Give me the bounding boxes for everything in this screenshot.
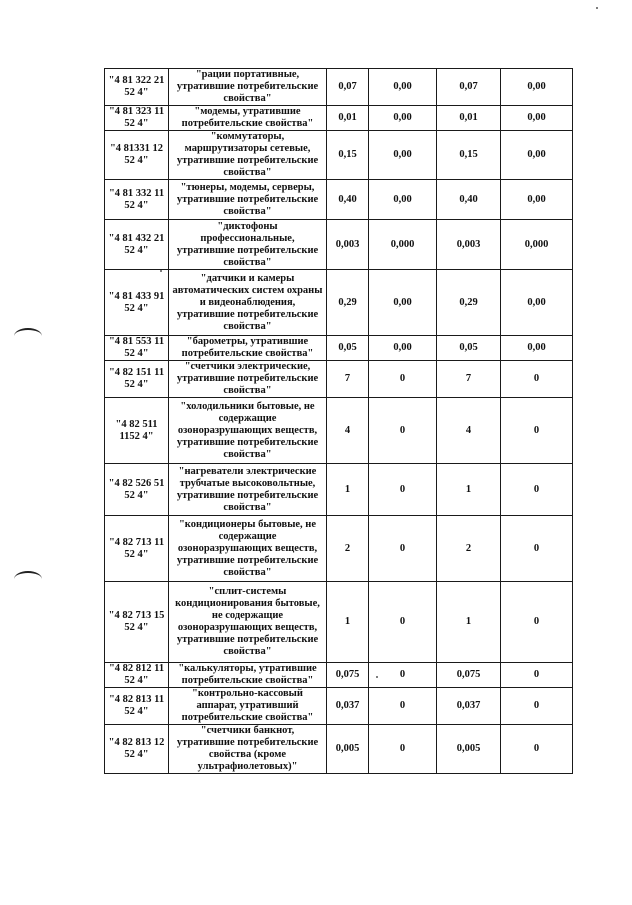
value-col-3-cell: 0,05 [437,336,501,361]
value-col-4-cell: 0 [501,725,573,774]
table-row [105,270,573,336]
table-row [105,464,573,516]
value-col-4-cell: 0,00 [501,69,573,106]
waste-code-cell: "4 81 323 11 52 4" [105,106,169,131]
value-col-1-cell: 2 [327,516,369,582]
waste-description-cell: "барометры, утратившие потребительские свойства" [169,336,327,361]
value-col-3-cell: 0,003 [437,220,501,270]
table-row [105,582,573,663]
waste-code-cell: "4 82 812 11 52 4" [105,663,169,688]
table-row [105,336,573,361]
value-col-2-cell: 0 [369,688,437,725]
value-col-4-cell: 0,00 [501,270,573,336]
value-col-3-cell: 7 [437,361,501,398]
waste-table [104,68,573,774]
value-col-1-cell: 0,003 [327,220,369,270]
value-col-3-cell: 0,29 [437,270,501,336]
waste-description-cell: "тюнеры, модемы, серверы, утратившие потребительские свойства" [169,180,327,220]
scan-speck [596,7,598,9]
value-col-4-cell: 0 [501,688,573,725]
value-col-2-cell: 0 [369,582,437,663]
waste-description-cell: "калькуляторы, утратившие потребительские свойства" [169,663,327,688]
waste-code-cell: "4 81 433 91 52 4" [105,270,169,336]
waste-code-cell: "4 82 526 51 52 4" [105,464,169,516]
value-col-3-cell: 2 [437,516,501,582]
waste-code-cell: "4 81331 12 52 4" [105,131,169,180]
value-col-1-cell: 0,01 [327,106,369,131]
waste-description-cell: "кондиционеры бытовые, не содержащие озоноразрушающих веществ, утратившие потребительские свойства" [169,516,327,582]
value-col-1-cell: 1 [327,582,369,663]
value-col-2-cell: 0 [369,464,437,516]
value-col-2-cell: 0 [369,516,437,582]
value-col-4-cell: 0,00 [501,131,573,180]
table-row [105,220,573,270]
waste-code-cell: "4 82 813 11 52 4" [105,688,169,725]
waste-description-cell: "контрольно-кассовый аппарат, утративший потребительские свойства" [169,688,327,725]
table-row [105,398,573,464]
punch-hole-mark [14,328,42,344]
table-row [105,69,573,106]
value-col-1-cell: 1 [327,464,369,516]
punch-hole-mark [14,571,42,587]
table-row [105,106,573,131]
value-col-4-cell: 0 [501,464,573,516]
value-col-3-cell: 0,07 [437,69,501,106]
value-col-3-cell: 1 [437,464,501,516]
waste-description-cell: "модемы, утратившие потребительские свойства" [169,106,327,131]
waste-code-cell: "4 81 322 21 52 4" [105,69,169,106]
value-col-1-cell: 0,05 [327,336,369,361]
value-col-1-cell: 0,15 [327,131,369,180]
value-col-4-cell: 0,00 [501,336,573,361]
waste-description-cell: "нагреватели электрические трубчатые высоковольтные, утратившие потребительские свойства" [169,464,327,516]
table-row [105,516,573,582]
value-col-1-cell: 0,29 [327,270,369,336]
value-col-2-cell: 0 [369,725,437,774]
value-col-1-cell: 0,40 [327,180,369,220]
waste-code-cell: "4 82 511 1152 4" [105,398,169,464]
value-col-2-cell: 0,00 [369,336,437,361]
value-col-4-cell: 0,000 [501,220,573,270]
value-col-4-cell: 0,00 [501,180,573,220]
waste-code-cell: "4 82 713 11 52 4" [105,516,169,582]
value-col-2-cell: 0,00 [369,270,437,336]
value-col-2-cell: 0 [369,398,437,464]
waste-description-cell: "датчики и камеры автоматических систем охраны и видеонаблюдения, утратившие потребительские свойства" [169,270,327,336]
waste-description-cell: "холодильники бытовые, не содержащие озоноразрушающих веществ, утратившие потребительские свойства" [169,398,327,464]
value-col-2-cell: 0,000 [369,220,437,270]
value-col-2-cell: 0,00 [369,69,437,106]
waste-description-cell: "диктофоны профессиональные, утратившие потребительские свойства" [169,220,327,270]
waste-code-cell: "4 81 553 11 52 4" [105,336,169,361]
value-col-1-cell: 0,07 [327,69,369,106]
waste-code-cell: "4 82 713 15 52 4" [105,582,169,663]
waste-code-cell: "4 81 432 21 52 4" [105,220,169,270]
table-row [105,361,573,398]
value-col-2-cell: 0,00 [369,131,437,180]
value-col-2-cell: 0 [369,663,437,688]
value-col-1-cell: 7 [327,361,369,398]
value-col-1-cell: 4 [327,398,369,464]
value-col-4-cell: 0 [501,398,573,464]
value-col-3-cell: 0,40 [437,180,501,220]
table-row [105,688,573,725]
value-col-3-cell: 0,005 [437,725,501,774]
waste-table-body [105,69,573,774]
waste-description-cell: "рации портативные, утратившие потребительские свойства" [169,69,327,106]
waste-description-cell: "счетчики электрические, утратившие потребительские свойства" [169,361,327,398]
table-row [105,725,573,774]
waste-description-cell: "коммутаторы, маршрутизаторы сетевые, утратившие потребительские свойства" [169,131,327,180]
value-col-3-cell: 1 [437,582,501,663]
waste-description-cell: "сплит-системы кондиционирования бытовые, не содержащие озоноразрушающих веществ, утратившие потребительские свойства" [169,582,327,663]
value-col-3-cell: 0,15 [437,131,501,180]
value-col-3-cell: 0,037 [437,688,501,725]
value-col-4-cell: 0 [501,582,573,663]
value-col-2-cell: 0 [369,361,437,398]
table-row [105,180,573,220]
value-col-4-cell: 0 [501,516,573,582]
table-row [105,131,573,180]
value-col-2-cell: 0,00 [369,180,437,220]
waste-description-cell: "счетчики банкнот, утратившие потребительские свойства (кроме ультрафиолетовых)" [169,725,327,774]
waste-code-cell: "4 82 151 11 52 4" [105,361,169,398]
waste-code-cell: "4 81 332 11 52 4" [105,180,169,220]
value-col-3-cell: 0,01 [437,106,501,131]
value-col-4-cell: 0 [501,361,573,398]
value-col-2-cell: 0,00 [369,106,437,131]
value-col-3-cell: 0,075 [437,663,501,688]
value-col-4-cell: 0 [501,663,573,688]
value-col-4-cell: 0,00 [501,106,573,131]
value-col-1-cell: 0,037 [327,688,369,725]
table-row [105,663,573,688]
value-col-1-cell: 0,075 [327,663,369,688]
waste-code-cell: "4 82 813 12 52 4" [105,725,169,774]
value-col-1-cell: 0,005 [327,725,369,774]
value-col-3-cell: 4 [437,398,501,464]
